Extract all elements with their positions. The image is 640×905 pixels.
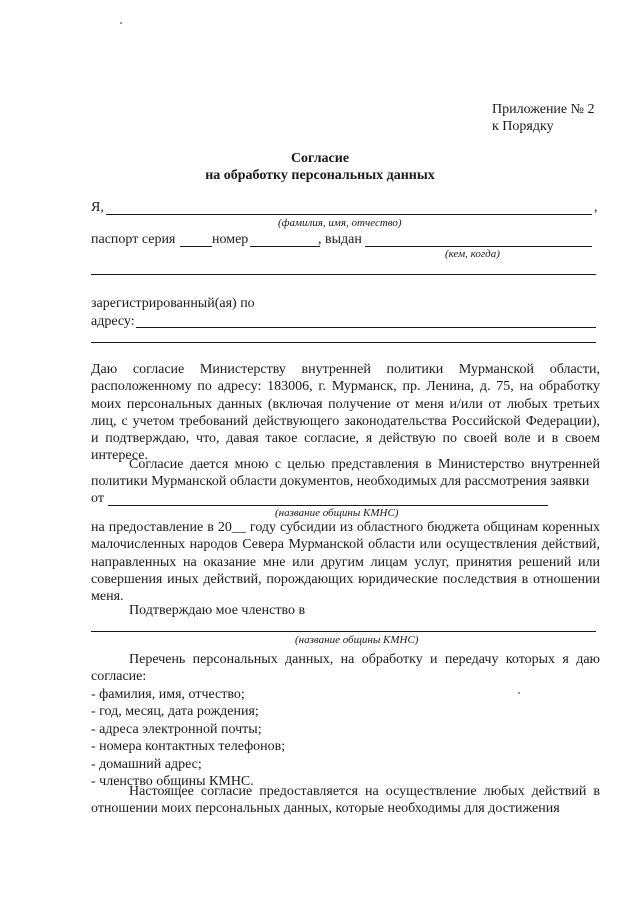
- passport-series-field[interactable]: [180, 246, 212, 247]
- passport-series-label: паспорт серия: [91, 232, 176, 247]
- registered-label: зарегистрированный(ая) по: [91, 296, 255, 311]
- i-label: Я,: [91, 200, 104, 215]
- fio-comma: ,: [594, 200, 598, 215]
- membership-label: Подтверждаю мое членство в: [129, 603, 306, 618]
- membership-field[interactable]: [91, 631, 596, 632]
- list-item: - номера контактных телефонов;: [91, 739, 286, 755]
- list-item: - домашний адрес;: [91, 756, 202, 772]
- passport-issued-field[interactable]: [365, 246, 592, 247]
- passport-number-label: номер: [212, 232, 249, 247]
- scan-speck: [518, 692, 520, 694]
- appendix-reference: к Порядку: [492, 119, 554, 134]
- fio-hint: (фамилия, имя, отчество): [278, 217, 402, 229]
- purpose-paragraph: Согласие дается мною с целью представления в Министерство внутренней политики Мурманской области документов, необходимых для рассмотрения заявки: [91, 457, 600, 490]
- address-label: адресу:: [91, 314, 135, 329]
- personal-data-list: [91, 686, 285, 790]
- list-intro: Перечень персональных данных, на обработку и передачу которых я даю согласие:: [91, 652, 600, 685]
- community-name-field[interactable]: [108, 505, 548, 506]
- issued-hint: (кем, когда): [445, 248, 500, 260]
- issued-continuation-field[interactable]: [91, 274, 596, 275]
- list-item: - фамилия, имя, отчество;: [91, 687, 245, 702]
- consent-paragraph: Даю согласие Министерству внутренней политики Мурманской области, расположенному по адресу: 183006, г. Мурманск, пр. Ленина, д. 75, на обработку моих персональных данных (включая получение от меня и/или от любых третьих лиц, с учетом требований действующего законодательства Российской Федерации), и подтверждаю, что, давая такое согласие, я действую по своей воле и в своем интересе.: [91, 362, 600, 464]
- document-subtitle: на обработку персональных данных: [205, 168, 435, 183]
- document-title: Согласие: [290, 151, 350, 166]
- fio-field[interactable]: [106, 214, 592, 215]
- passport-number-field[interactable]: [250, 246, 320, 247]
- scan-speck: [120, 22, 122, 24]
- passport-issued-label: , выдан: [318, 232, 362, 247]
- address-continuation-field[interactable]: [91, 342, 596, 343]
- appendix-number: Приложение № 2: [492, 102, 595, 117]
- address-field[interactable]: [136, 327, 596, 328]
- list-item: - членство общины КМНС.: [91, 774, 254, 790]
- list-item: - адреса электронной почты;: [91, 721, 262, 737]
- final-paragraph: Настоящее согласие предоставляется на осуществление любых действий в отношении моих персональных данных, которые необходимы для достижения: [91, 784, 600, 817]
- community-hint: (название общины КМНС): [275, 507, 399, 519]
- membership-hint: (название общины КМНС): [295, 634, 419, 646]
- list-item: - год, месяц, дата рождения;: [91, 704, 259, 720]
- from-label: от: [91, 491, 104, 506]
- subsidy-paragraph: на предоставление в 20__ году субсидии из областного бюджета общинам коренных малочисленных народов Севера Мурманской области или осуществления действий, направленных на оказание мне или другим лицам услуг, принятия решений или совершения иных действий, порождающих юридические последствия в отношении меня.: [91, 520, 600, 605]
